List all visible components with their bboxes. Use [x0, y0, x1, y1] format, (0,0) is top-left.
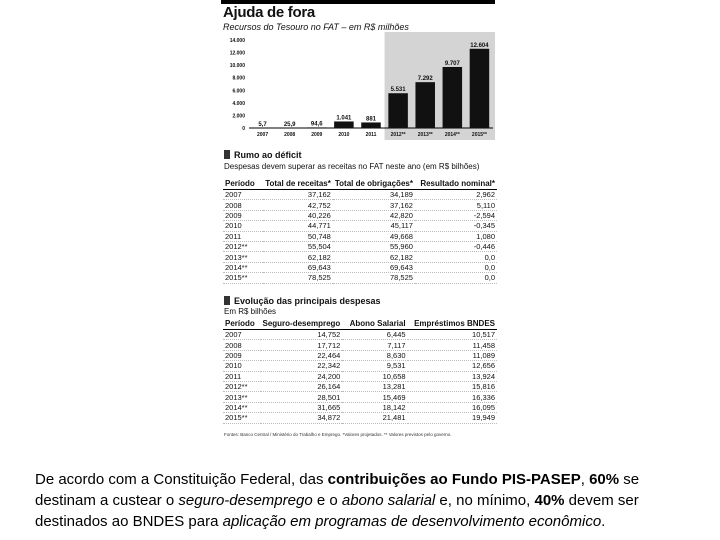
footnote: Fontes: Banco Central / Ministério do Trabalho e Emprego. *Valores projetados. ** Valores previstos pelo governo.	[224, 432, 452, 437]
bar	[388, 93, 408, 128]
bar-value-label: 881	[365, 116, 377, 123]
square-bullet-icon	[224, 296, 230, 305]
expenses-table-cell: 6,445	[342, 330, 407, 340]
deficit-table-cell: 37,162	[333, 200, 415, 210]
deficit-table-cell: 50,748	[263, 231, 333, 241]
deficit-table-cell: -0,345	[415, 221, 497, 231]
expenses-table-cell: 17,712	[261, 340, 343, 350]
deficit-table-row	[223, 190, 497, 200]
caption-bold: 40%	[534, 492, 565, 509]
y-tick-label: 0	[242, 126, 245, 132]
deficit-table-column-header: Total de obrigações*	[334, 179, 413, 188]
expenses-table-cell: 34,872	[261, 413, 343, 423]
expenses-table-column-header: Período	[223, 318, 261, 330]
expenses-table-cell: 2012**	[223, 381, 261, 391]
expenses-table-cell: 22,464	[261, 350, 343, 360]
deficit-table-cell: 0,0	[415, 273, 497, 283]
deficit-table-cell: 78,525	[263, 273, 333, 283]
deficit-table-cell: -2,594	[415, 210, 497, 220]
bar-value-label: 5.531	[390, 87, 406, 94]
deficit-table-row	[223, 210, 497, 220]
bar-value-label: 1.041	[336, 115, 352, 122]
x-tick-label: 2007	[256, 132, 269, 138]
expenses-table-cell: 2009	[223, 350, 261, 360]
expenses-table-cell: 12,656	[408, 361, 497, 371]
x-tick-label: 2014**	[444, 132, 460, 138]
expenses-table-column-header: Seguro-desemprego	[262, 319, 341, 328]
x-tick-label: 2009	[311, 132, 323, 138]
bar-value-label: 12.604	[470, 42, 489, 49]
expenses-table-cell: 2013**	[223, 392, 261, 402]
expenses-table-cell: 22,342	[261, 361, 343, 371]
expenses-table-column-header: Abono Salarial	[342, 318, 407, 330]
expenses-table-cell: 2008	[223, 340, 261, 350]
caption-text: ,	[580, 471, 590, 488]
expenses-table-column-header: Empréstimos BNDES	[408, 318, 497, 330]
caption-italic: abono salarial	[341, 492, 436, 509]
deficit-table-cell: 2011	[223, 231, 263, 241]
deficit-table-cell: 40,226	[263, 210, 333, 220]
expenses-table-row	[223, 402, 497, 412]
expenses-table-row	[223, 361, 497, 371]
expenses-table-cell: 13,281	[342, 381, 407, 391]
expenses-table-row	[223, 350, 497, 360]
deficit-table-cell: 42,752	[263, 200, 333, 210]
deficit-table-cell: 78,525	[333, 273, 415, 283]
caption-bold: 60%	[589, 471, 620, 488]
deficit-table-row	[223, 200, 497, 210]
deficit-table-cell: 2010	[223, 221, 263, 231]
y-tick-label: 4.000	[232, 100, 245, 107]
section1-title-text: Rumo ao déficit	[234, 150, 302, 160]
expenses-table-cell: 2010	[223, 361, 261, 371]
deficit-table-column-header: Período	[223, 178, 263, 190]
x-tick-label: 2011	[365, 132, 377, 138]
expenses-table-row	[223, 413, 497, 423]
deficit-table	[223, 178, 497, 284]
expenses-table-cell: 26,164	[261, 381, 343, 391]
expenses-table-cell: 7,117	[342, 340, 407, 350]
deficit-table-column-header: Resultado nominal*	[415, 178, 497, 190]
bar	[361, 122, 381, 128]
deficit-table-cell: 62,182	[333, 252, 415, 262]
caption-text: e, no mínimo,	[435, 492, 535, 509]
y-tick-label: 2.000	[232, 113, 245, 120]
expenses-table-row	[223, 340, 497, 350]
bar	[415, 82, 435, 128]
deficit-table-cell: 2,962	[415, 190, 497, 200]
infographic	[221, 0, 497, 445]
bar	[443, 67, 463, 128]
bar-chart	[221, 32, 497, 144]
deficit-table-cell: 2015**	[223, 273, 263, 283]
deficit-table-cell: 55,504	[263, 241, 333, 251]
x-tick-label: 2010	[338, 132, 350, 138]
expenses-table-cell: 10,658	[342, 371, 407, 381]
expenses-table-cell: 2007	[223, 330, 261, 340]
y-tick-label: 6.000	[232, 88, 245, 95]
deficit-table-cell: 34,189	[333, 190, 415, 200]
figure-title: Ajuda de fora	[223, 4, 315, 21]
bar-value-label: 9.707	[444, 60, 460, 67]
figure-subtitle: Recursos do Tesouro no FAT – em R$ milhões	[223, 22, 409, 32]
expenses-table-cell: 15,816	[408, 381, 497, 391]
deficit-table-row	[223, 252, 497, 262]
caption-text: .	[601, 513, 606, 530]
deficit-table-cell: 5,110	[415, 200, 497, 210]
x-tick-label: 2008	[284, 132, 296, 138]
deficit-table-cell: 0,0	[415, 262, 497, 272]
bar-value-label: 25,9	[283, 121, 296, 128]
deficit-table-cell: -0,446	[415, 241, 497, 251]
bar-value-label: 5,7	[258, 121, 267, 128]
caption	[35, 469, 695, 532]
expenses-table-cell: 2014**	[223, 402, 261, 412]
deficit-table-row	[223, 231, 497, 241]
expenses-table-cell: 18,142	[342, 402, 407, 412]
caption-text: devem ser destinados ao BNDES para	[35, 492, 639, 530]
expenses-table	[223, 318, 497, 424]
deficit-table-cell: 2007	[223, 190, 263, 200]
y-tick-label: 14.000	[229, 38, 245, 44]
expenses-table-cell: 8,630	[342, 350, 407, 360]
y-tick-label: 8.000	[232, 75, 245, 82]
deficit-table-cell: 42,820	[333, 210, 415, 220]
deficit-table-cell: 2009	[223, 210, 263, 220]
section2-subtitle: Em R$ bilhões	[224, 307, 277, 316]
deficit-table-cell: 2008	[223, 200, 263, 210]
bar	[307, 127, 327, 128]
expenses-table-cell: 16,336	[408, 392, 497, 402]
section1-subtitle: Despesas devem superar as receitas no FAT neste ano (em R$ bilhões)	[224, 162, 480, 171]
expenses-table-cell: 9,531	[342, 361, 407, 371]
deficit-table-cell: 69,643	[333, 262, 415, 272]
expenses-table-cell: 31,665	[261, 402, 343, 412]
deficit-table-cell: 2014**	[223, 262, 263, 272]
deficit-table-cell: 55,960	[333, 241, 415, 251]
expenses-table-cell: 19,949	[408, 413, 497, 423]
deficit-table-row	[223, 221, 497, 231]
deficit-table-cell: 62,182	[263, 252, 333, 262]
expenses-table-cell: 28,501	[261, 392, 343, 402]
deficit-table-column-header: Total de receitas*	[265, 179, 331, 188]
deficit-table-cell: 2012**	[223, 241, 263, 251]
expenses-table-cell: 2015**	[223, 413, 261, 423]
section2-title-text: Evolução das principais despesas	[234, 296, 381, 306]
expenses-table-row	[223, 330, 497, 340]
deficit-table-row	[223, 262, 497, 272]
expenses-table-cell: 11,089	[408, 350, 497, 360]
expenses-table-cell: 13,924	[408, 371, 497, 381]
expenses-table-cell: 11,458	[408, 340, 497, 350]
y-tick-label: 10.000	[229, 63, 245, 70]
x-tick-label: 2015**	[471, 132, 487, 138]
expenses-table-cell: 16,095	[408, 402, 497, 412]
deficit-table-cell: 44,771	[263, 221, 333, 231]
expenses-table-cell: 15,469	[342, 392, 407, 402]
expenses-table-row	[223, 381, 497, 391]
deficit-table-cell: 2013**	[223, 252, 263, 262]
expenses-table-row	[223, 392, 497, 402]
caption-text: De acordo com a Constituição Federal, das	[35, 471, 328, 488]
expenses-table-cell: 21,481	[342, 413, 407, 423]
bar	[470, 49, 490, 128]
expenses-table-cell: 14,752	[261, 330, 343, 340]
expenses-table-cell: 24,200	[261, 371, 343, 381]
x-tick-label: 2012**	[390, 132, 406, 138]
section2-title	[224, 296, 381, 306]
caption-text: se destinam a custear o	[35, 471, 640, 509]
expenses-table-cell: 10,517	[408, 330, 497, 340]
deficit-table-cell: 69,643	[263, 262, 333, 272]
bar-value-label: 7.292	[417, 76, 433, 83]
y-tick-label: 12.000	[229, 50, 245, 57]
deficit-table-cell: 37,162	[263, 190, 333, 200]
expenses-table-row	[223, 371, 497, 381]
bar	[334, 121, 354, 128]
deficit-table-cell: 45,117	[333, 221, 415, 231]
section1-title	[224, 150, 302, 160]
caption-italic: seguro-desemprego	[178, 492, 313, 509]
deficit-table-cell: 0,0	[415, 252, 497, 262]
deficit-table-cell: 49,668	[333, 231, 415, 241]
expenses-table-cell: 2011	[223, 371, 261, 381]
bar-value-label: 94,6	[310, 121, 323, 128]
deficit-table-cell: 1,080	[415, 231, 497, 241]
caption-italic: aplicação em programas de desenvolvimento econômico	[222, 513, 602, 530]
caption-text: e o	[312, 492, 342, 509]
deficit-table-row	[223, 241, 497, 251]
caption-bold: contribuições ao Fundo PIS-PASEP	[327, 471, 581, 488]
deficit-table-row	[223, 273, 497, 283]
square-bullet-icon	[224, 150, 230, 159]
x-tick-label: 2013**	[417, 132, 433, 138]
